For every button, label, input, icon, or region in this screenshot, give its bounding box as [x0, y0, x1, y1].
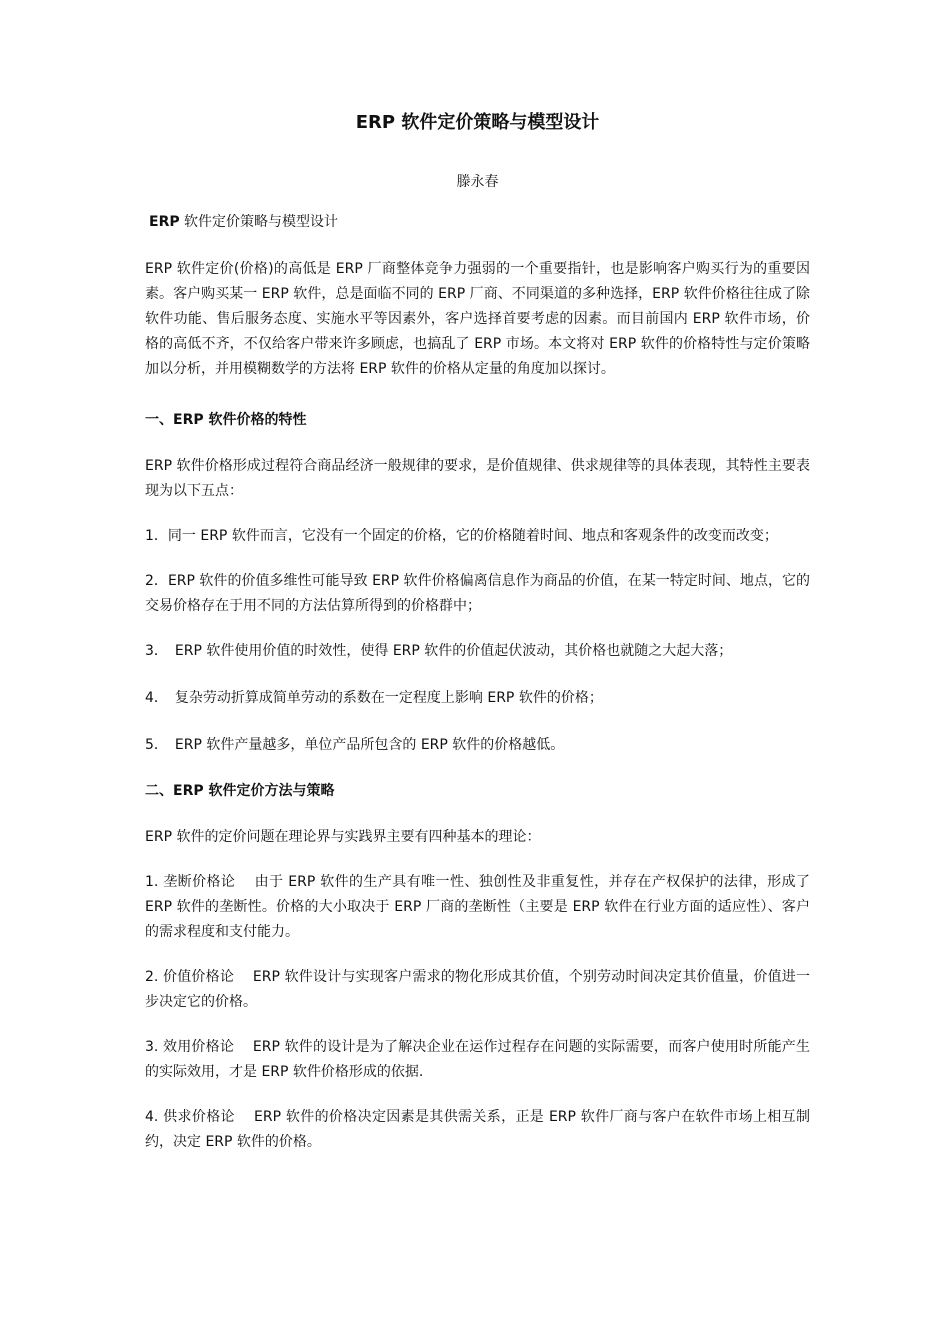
section-1-item-4: 4． 复杂劳动折算成简单劳动的系数在一定程度上影响 ERP 软件的价格；: [145, 690, 603, 706]
subtitle-text: 软件定价策略与模型设计: [179, 214, 339, 230]
intro-paragraph: ERP 软件定价(价格)的高低是 ERP 厂商整体竞争力强弱的一个重要指针，也是影响客户购买行为的重要因素。客户购买某一 ERP 软件，总是面临不同的 ERP 厂商、不同渠道的多种选择，ERP 软件价格往往成了除软件功能、售后服务态度、实施水平等因素外，客户选择首要考虑的因素。而目前国内 ERP 软件市场，价格的高低不齐，不仅给客户带来许多顾虑，也搞乱了 ERP 市场。本文将对 ERP 软件的价格特性与定价策略加以分析，并用模糊数学的方法将 ERP 软件的价格从定量的角度加以探讨。: [145, 261, 810, 377]
section-1-item-1: 1．同一 ERP 软件而言，它没有一个固定的价格，它的价格随着时间、地点和客观条件的改变而改变；: [145, 528, 778, 544]
section-1-title: 软件价格的特性: [203, 412, 307, 428]
section-2-item-4: 4. 供求价格论 ERP 软件的价格决定因素是其供需关系，正是 ERP 软件厂商与客户在软件市场上相互制约，决定 ERP 软件的价格。: [145, 1109, 810, 1150]
section-2-item-2: 2. 价值价格论 ERP 软件设计与实现客户需求的物化形成其价值，个别劳动时间决定其价值量，价值进一步决定它的价格。: [145, 969, 810, 1010]
section-2-erp-bold: ERP: [173, 783, 204, 799]
section-1-lead: ERP 软件价格形成过程符合商品经济一般规律的要求，是价值规律、供求规律等的具体表现，其特性主要表现为以下五点：: [145, 458, 810, 499]
document-subtitle: [149, 211, 810, 233]
title-text: 软件定价策略与模型设计: [395, 112, 600, 133]
section-1-item-3: 3． ERP 软件使用价值的时效性，使得 ERP 软件的价值起伏波动，其价格也就随之大起大落；: [145, 643, 733, 659]
section-2-prefix: 二、: [145, 783, 173, 799]
subtitle-erp-bold: ERP: [149, 214, 180, 230]
section-1-heading: [145, 409, 810, 431]
section-2-heading: [145, 780, 810, 802]
section-2-lead: ERP 软件的定价问题在理论界与实践界主要有四种基本的理论：: [145, 829, 541, 845]
section-1-item-2: 2．ERP 软件的价值多维性可能导致 ERP 软件价格偏离信息作为商品的价值，在某一特定时间、地点，它的交易价格存在于用不同的方法估算所得到的价格群中；: [145, 573, 810, 614]
section-1-prefix: 一、: [145, 412, 173, 428]
document-page: [145, 110, 810, 1155]
author-name: 滕永春: [456, 174, 499, 190]
section-2-item-3: 3. 效用价格论 ERP 软件的设计是为了解决企业在运作过程存在问题的实际需要，而客户使用时所能产生的实际效用，才是 ERP 软件价格形成的依据.: [145, 1039, 810, 1080]
section-2-title: 软件定价方法与策略: [203, 783, 335, 799]
document-title: [145, 110, 810, 136]
section-1-item-5: 5． ERP 软件产量越多，单位产品所包含的 ERP 软件的价格越低。: [145, 737, 565, 753]
section-1-erp-bold: ERP: [173, 412, 204, 428]
section-2-item-1: 1. 垄断价格论 由于 ERP 软件的生产具有唯一性、独创性及非重复性，并存在产权保护的法律，形成了 ERP 软件的垄断性。价格的大小取决于 ERP 厂商的垄断性（主要是 ERP 软件在行业方面的适应性）、客户的需求程度和支付能力。: [145, 874, 810, 940]
title-erp-bold: ERP: [355, 112, 396, 133]
